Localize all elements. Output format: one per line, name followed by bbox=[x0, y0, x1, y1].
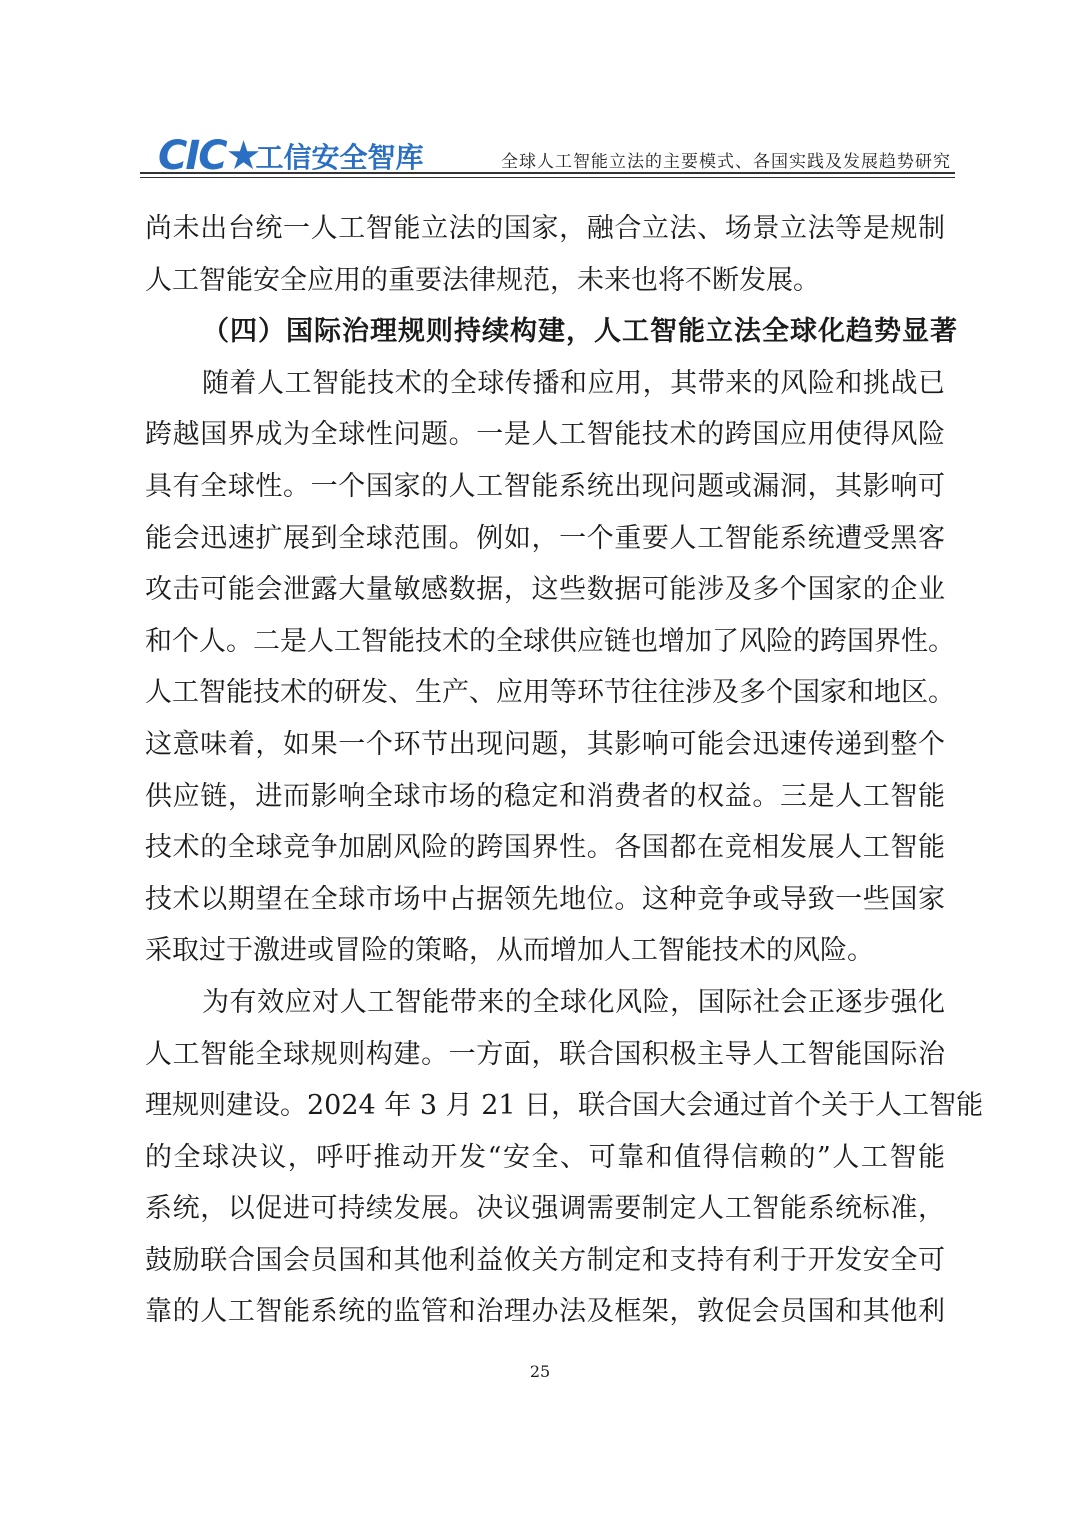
logo-mark: CIC bbox=[158, 133, 226, 179]
text-line: 技术的全球竞争加剧风险的跨国界性。各国都在竞相发展人工智能 bbox=[145, 832, 945, 864]
text-line: 能会迅速扩展到全球范围。例如，一个重要人工智能系统遭受黑客 bbox=[145, 522, 945, 554]
text-line: 的全球决议，呼吁推动开发“安全、可靠和值得信赖的”人工智能 bbox=[145, 1141, 945, 1173]
text-line: 为有效应对人工智能带来的全球化风险，国际社会正逐步强化 bbox=[202, 986, 945, 1018]
text-line: 人工智能安全应用的重要法律规范，未来也将不断发展。 bbox=[145, 264, 820, 296]
text-line: 攻击可能会泄露大量敏感数据，这些数据可能涉及多个国家的企业 bbox=[145, 574, 945, 606]
text-line: 尚未出台统一人工智能立法的国家，融合立法、场景立法等是规制 bbox=[145, 213, 945, 244]
text-line: 鼓励联合国会员国和其他利益攸关方制定和支持有利于开发安全可 bbox=[145, 1244, 945, 1276]
text-line: 这意味着，如果一个环节出现问题，其影响可能会迅速传递到整个 bbox=[145, 728, 945, 760]
header-rule-thin bbox=[140, 177, 955, 178]
running-header-title: 全球人工智能立法的主要模式、各国实践及发展趋势研究 bbox=[501, 152, 951, 172]
text-line: 供应链，进而影响全球市场的稳定和消费者的权益。三是人工智能 bbox=[145, 780, 945, 812]
text-line: 跨越国界成为全球性问题。一是人工智能技术的跨国应用使得风险 bbox=[145, 419, 945, 451]
logo bbox=[158, 133, 424, 179]
text-line: 人工智能全球规则构建。一方面，联合国积极主导人工智能国际治 bbox=[145, 1038, 945, 1070]
text-line: 采取过于激进或冒险的策略，从而增加人工智能技术的风险。 bbox=[145, 935, 874, 967]
text-line: 随着人工智能技术的全球传播和应用，其带来的风险和挑战已 bbox=[202, 367, 945, 399]
text-line: 理规则建设。2024 年 3 月 21 日，联合国大会通过首个关于人工智能 bbox=[145, 1090, 984, 1122]
page-number: 25 bbox=[529, 1362, 551, 1381]
header-rule bbox=[140, 172, 955, 174]
text-line: 和个人。二是人工智能技术的全球供应链也增加了风险的跨国界性。 bbox=[145, 625, 955, 657]
text-line: 技术以期望在全球市场中占据领先地位。这种竞争或导致一些国家 bbox=[145, 883, 945, 915]
section-heading: （四）国际治理规则持续构建，人工智能立法全球化趋势显著 bbox=[202, 316, 958, 348]
text-line: 人工智能技术的研发、生产、应用等环节往往涉及多个国家和地区。 bbox=[145, 677, 955, 709]
text-line: 具有全球性。一个国家的人工智能系统出现问题或漏洞，其影响可 bbox=[145, 470, 945, 502]
page-header bbox=[140, 128, 955, 178]
body-text bbox=[145, 203, 984, 1338]
star-icon: ★ bbox=[225, 133, 260, 179]
logo-text: 工信安全智库 bbox=[255, 141, 424, 174]
text-line: 系统，以促进可持续发展。决议强调需要制定人工智能系统标准， bbox=[145, 1193, 945, 1225]
text-line: 靠的人工智能系统的监管和治理办法及框架，敦促会员国和其他利 bbox=[145, 1296, 945, 1328]
